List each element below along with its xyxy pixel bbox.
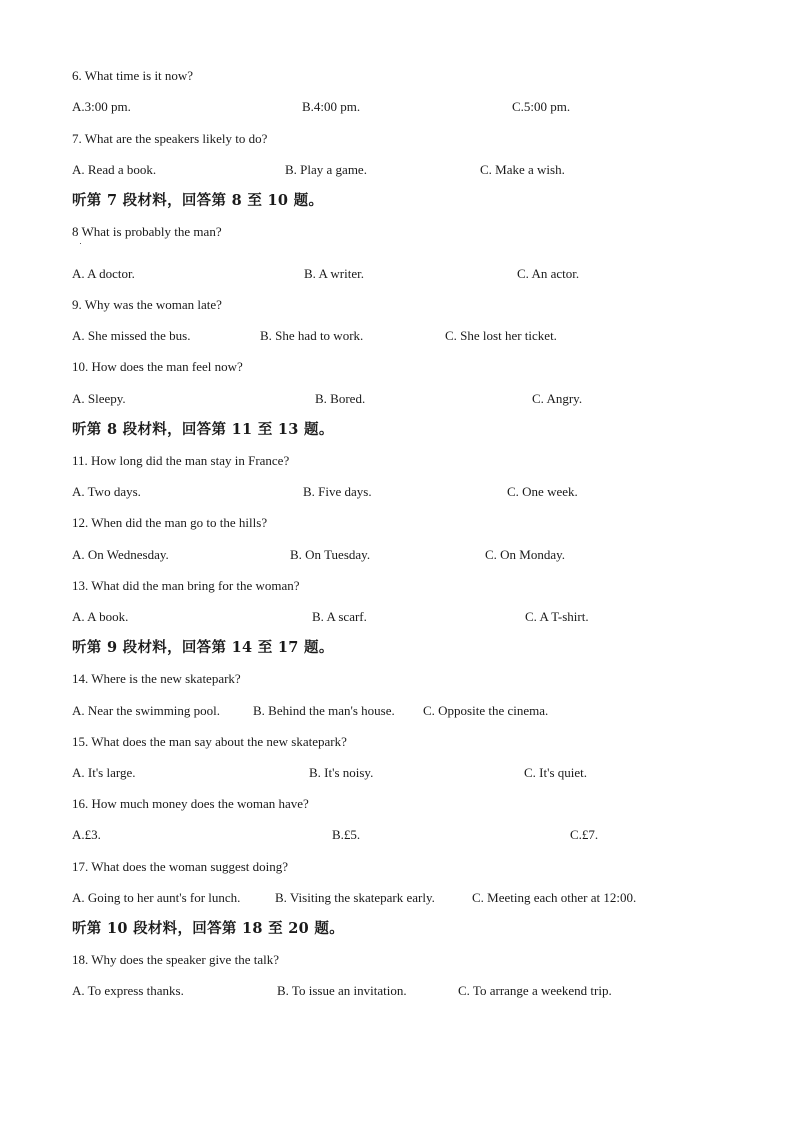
question-12: 12. When did the man go to the hills? (72, 515, 268, 530)
q16-option-c: C.£7. (570, 827, 599, 842)
question-17: 17. What does the woman suggest doing? (72, 859, 289, 874)
q11-option-c: C. One week. (507, 484, 578, 499)
question-13: 13. What did the man bring for the woman? (72, 578, 300, 593)
q10-option-b: B. Bored. (315, 391, 366, 406)
question-16: 16. How much money does the woman have? (72, 796, 309, 811)
q14-option-a: A. Near the swimming pool. (72, 703, 221, 718)
q8-option-b: B. A writer. (304, 266, 364, 281)
q18-option-c: C. To arrange a weekend trip. (458, 983, 612, 998)
q18-option-a: A. To express thanks. (72, 983, 184, 998)
q12-option-c: C. On Monday. (485, 547, 566, 562)
q11-option-a: A. Two days. (72, 484, 141, 499)
q6-option-c: C.5:00 pm. (512, 99, 571, 114)
q14-option-b: B. Behind the man's house. (253, 703, 395, 718)
section-heading-7: 听第 7 段材料，回答第 8 至 10 题。 (72, 192, 324, 209)
question-15: 15. What does the man say about the new skatepark? (72, 734, 347, 749)
question-11: 11. How long did the man stay in France? (72, 453, 290, 468)
q9-option-b: B. She had to work. (260, 328, 364, 343)
q7-option-c: C. Make a wish. (480, 162, 565, 177)
stray-dot (80, 243, 81, 244)
question-7: 7. What are the speakers likely to do? (72, 131, 268, 146)
q17-option-b: B. Visiting the skatepark early. (275, 890, 435, 905)
question-14: 14. Where is the new skatepark? (72, 671, 241, 686)
q14-option-c: C. Opposite the cinema. (423, 703, 549, 718)
question-8: 8 What is probably the man? (72, 224, 222, 239)
q10-option-a: A. Sleepy. (72, 391, 126, 406)
section-heading-9: 听第 9 段材料，回答第 14 至 17 题。 (72, 639, 334, 656)
q12-option-b: B. On Tuesday. (290, 547, 371, 562)
q10-option-c: C. Angry. (532, 391, 583, 406)
question-9: 9. Why was the woman late? (72, 297, 222, 312)
q17-option-a: A. Going to her aunt's for lunch. (72, 890, 241, 905)
q6-option-b: B.4:00 pm. (302, 99, 361, 114)
q15-option-c: C. It's quiet. (524, 765, 588, 780)
q7-option-b: B. Play a game. (285, 162, 367, 177)
q15-option-a: A. It's large. (72, 765, 136, 780)
section-heading-10: 听第 10 段材料，回答第 18 至 20 题。 (72, 920, 345, 937)
q9-option-c: C. She lost her ticket. (445, 328, 557, 343)
q12-option-a: A. On Wednesday. (72, 547, 169, 562)
q6-option-a: A.3:00 pm. (72, 99, 131, 114)
section-heading-8: 听第 8 段材料，回答第 11 至 13 题。 (72, 421, 334, 438)
q9-option-a: A. She missed the bus. (72, 328, 191, 343)
question-18: 18. Why does the speaker give the talk? (72, 952, 279, 967)
q18-option-b: B. To issue an invitation. (277, 983, 407, 998)
q13-option-c: C. A T-shirt. (525, 609, 589, 624)
q8-option-c: C. An actor. (517, 266, 580, 281)
question-10: 10. How does the man feel now? (72, 359, 243, 374)
q13-option-b: B. A scarf. (312, 609, 367, 624)
q17-option-c: C. Meeting each other at 12:00. (472, 890, 637, 905)
question-6: 6. What time is it now? (72, 68, 194, 83)
q7-option-a: A. Read a book. (72, 162, 157, 177)
q8-option-a: A. A doctor. (72, 266, 135, 281)
q16-option-b: B.£5. (332, 827, 361, 842)
q16-option-a: A.£3. (72, 827, 101, 842)
q11-option-b: B. Five days. (303, 484, 372, 499)
q13-option-a: A. A book. (72, 609, 129, 624)
q15-option-b: B. It's noisy. (309, 765, 374, 780)
